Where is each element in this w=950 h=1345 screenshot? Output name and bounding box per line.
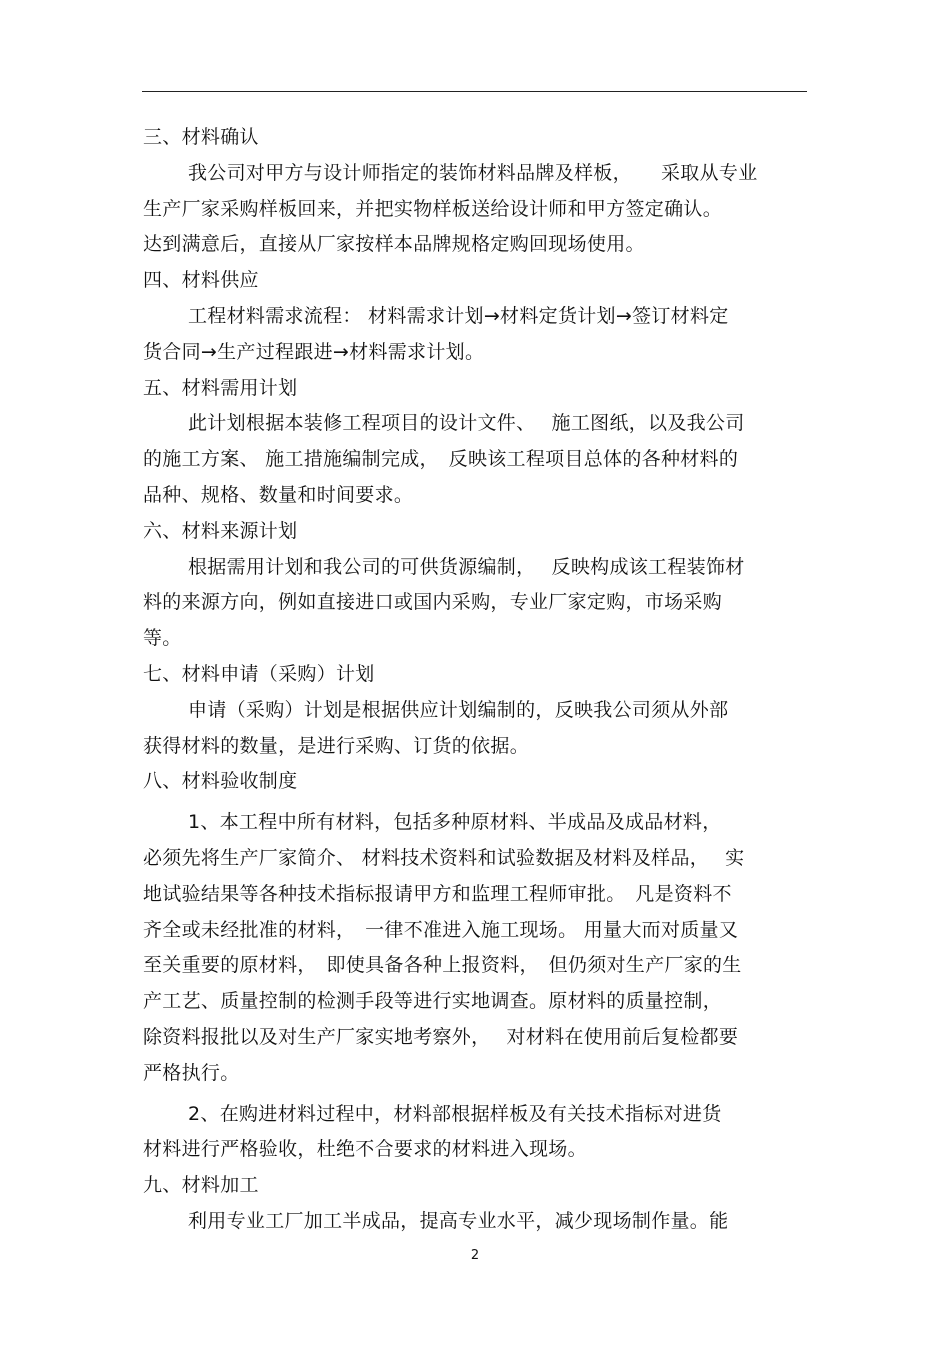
section-heading-8: 八、材料验收制度: [143, 770, 298, 793]
paragraph-line: 严格执行。: [143, 1061, 240, 1084]
section-heading-7: 七、材料申请（采购）计划: [143, 662, 375, 685]
paragraph-line: 材料进行严格验收，杜绝不合要求的材料进入现场。: [143, 1138, 587, 1161]
paragraph-line: 除资料报批以及对生产厂家实地考察外， 对材料在使用前后复检都要: [143, 1025, 739, 1048]
paragraph-line: 的施工方案、 施工措施编制完成， 反映该工程项目总体的各种材料的: [143, 448, 739, 471]
paragraph-line: 利用专业工厂加工半成品，提高专业水平，减少现场制作量。能: [188, 1209, 729, 1232]
paragraph-line: 根据需用计划和我公司的可供货源编制， 反映构成该工程装饰材: [188, 555, 745, 578]
paragraph-line: 工程材料需求流程： 材料需求计划→材料定货计划→签订材料定: [188, 304, 729, 327]
header-rule: [142, 91, 807, 92]
paragraph-line: 1、本工程中所有材料，包括多种原材料、半成品及成品材料，: [188, 811, 722, 834]
paragraph-line: 料的来源方向，例如直接进口或国内采购，专业厂家定购，市场采购: [143, 591, 723, 614]
paragraph-line: 生产厂家采购样板回来，并把实物样板送给设计师和甲方签定确认。: [143, 197, 723, 220]
paragraph-line: 申请（采购）计划是根据供应计划编制的，反映我公司须从外部: [188, 698, 729, 721]
paragraph-line: 齐全或未经批准的材料， 一律不准进入施工现场。 用量大而对质量又: [143, 918, 739, 941]
paragraph-line: 货合同→生产过程跟进→材料需求计划。: [143, 340, 485, 363]
paragraph-line: 达到满意后，直接从厂家按样本品牌规格定购回现场使用。: [143, 233, 645, 256]
section-heading-4: 四、材料供应: [143, 269, 259, 292]
section-heading-6: 六、材料来源计划: [143, 519, 298, 542]
page-number: 2: [470, 1248, 480, 1263]
body-text: [143, 120, 808, 1240]
section-heading-3: 三、材料确认: [143, 126, 259, 148]
paragraph-line: 必须先将生产厂家简介、 材料技术资料和试验数据及材料及样品， 实: [143, 846, 745, 869]
paragraph-line: 品种、规格、数量和时间要求。: [143, 483, 414, 506]
paragraph-line: 2、在购进材料过程中，材料部根据样板及有关技术指标对进货: [188, 1102, 722, 1125]
paragraph-line: 此计划根据本装修工程项目的设计文件、 施工图纸，以及我公司: [188, 412, 745, 435]
paragraph-line: 获得材料的数量，是进行采购、订货的依据。: [143, 734, 530, 757]
paragraph-line: 产工艺、质量控制的检测手段等进行实地调查。原材料的质量控制，: [143, 990, 723, 1013]
section-heading-5: 五、材料需用计划: [143, 376, 298, 399]
paragraph-line: 等。: [143, 627, 182, 650]
section-heading-9: 九、材料加工: [143, 1174, 259, 1197]
paragraph-line: 我公司对甲方与设计师指定的装饰材料品牌及样板， 采取从专业: [188, 161, 758, 184]
paragraph-line: 地试验结果等各种技术指标报请甲方和监理工程师审批。 凡是资料不: [143, 882, 732, 905]
paragraph-line: 至关重要的原材料， 即使具备各种上报资料， 但仍须对生产厂家的生: [143, 954, 742, 977]
